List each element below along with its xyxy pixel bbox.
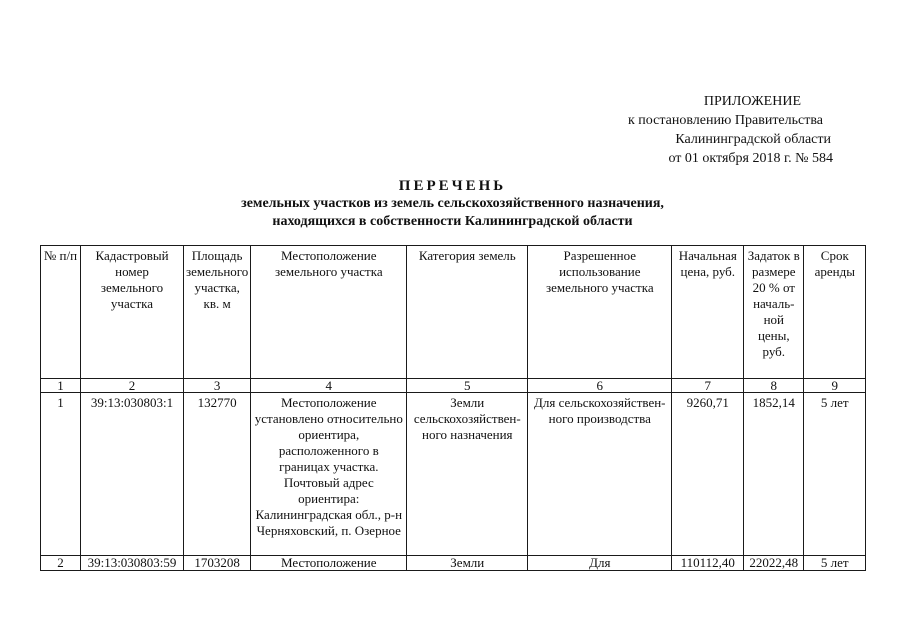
row-area: 132770 (184, 393, 251, 556)
row-usage: Для (528, 556, 672, 571)
appendix-date-line: от 01 октября 2018 г. № 584 (668, 151, 833, 166)
column-number: 5 (407, 379, 528, 393)
column-number: 2 (81, 379, 184, 393)
row-category: Земли сельскохозяйствен-ного назначения (407, 393, 528, 556)
row-location: Местоположение установлено относительно ориентира, расположенного в границах участка. Почтовый адрес ориентира: Калининградская обл., р-н Черняховский, п. Озерное (251, 393, 407, 556)
header-cell-area: Площадь земельного участка, кв. м (184, 246, 251, 379)
row-price: 9260,71 (672, 393, 744, 556)
header-cell-usage: Разрешенное использование земельного участка (528, 246, 672, 379)
row-term: 5 лет (804, 556, 866, 571)
header-cell-num: № п/п (41, 246, 81, 379)
row-price: 110112,40 (672, 556, 744, 571)
column-number: 4 (251, 379, 407, 393)
appendix-block (628, 92, 833, 168)
document-heading (0, 177, 905, 231)
table-header-row (41, 246, 866, 379)
land-plots-table (40, 245, 866, 571)
document-subtitle-1: земельных участков из земель сельскохозяйственного назначения, (241, 196, 664, 211)
appendix-decree-line: к постановлению Правительства (627, 113, 823, 128)
header-cell-category: Категория земель (407, 246, 528, 379)
header-cell-location: Местоположение земельного участка (251, 246, 407, 379)
appendix-title: ПРИЛОЖЕНИЕ (703, 94, 801, 109)
row-usage: Для сельскохозяйствен-ного производства (528, 393, 672, 556)
row-cadastral: 39:13:030803:1 (81, 393, 184, 556)
row-num: 2 (41, 556, 81, 571)
column-number: 1 (41, 379, 81, 393)
column-number: 3 (184, 379, 251, 393)
appendix-region-line: Калининградской области (675, 132, 831, 147)
table-row (41, 556, 866, 571)
row-location: Местоположение (251, 556, 407, 571)
column-number-row (41, 379, 866, 393)
header-cell-price: Начальная цена, руб. (672, 246, 744, 379)
column-number: 8 (744, 379, 804, 393)
document-subtitle-2: находящихся в собственности Калининградской области (272, 214, 633, 229)
row-cadastral: 39:13:030803:59 (81, 556, 184, 571)
table-row (41, 393, 866, 556)
row-deposit: 1852,14 (744, 393, 804, 556)
column-number: 9 (804, 379, 866, 393)
column-number: 7 (672, 379, 744, 393)
header-cell-term: Срок аренды (804, 246, 866, 379)
column-number: 6 (528, 379, 672, 393)
row-deposit: 22022,48 (744, 556, 804, 571)
row-term: 5 лет (804, 393, 866, 556)
document-title: ПЕРЕЧЕНЬ (398, 178, 507, 194)
row-category: Земли (407, 556, 528, 571)
row-area: 1703208 (184, 556, 251, 571)
header-cell-deposit: Задаток в размере 20 % от началь-ной цены, руб. (744, 246, 804, 379)
header-cell-cadastral: Кадастровый номер земельного участка (81, 246, 184, 379)
row-num: 1 (41, 393, 81, 556)
